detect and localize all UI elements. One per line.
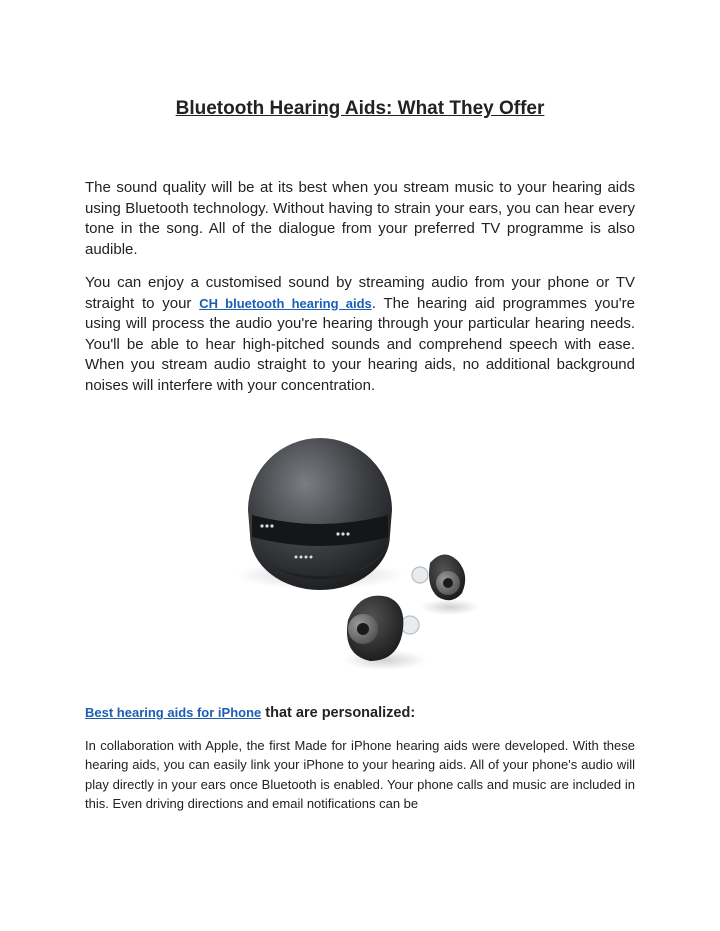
iphone-section-heading xyxy=(85,705,415,721)
iphone-heading-text: that are personalized: xyxy=(261,705,416,721)
iphone-paragraph: In collaboration with Apple, the first Made for iPhone hearing aids were developed. With these hearing aids, you can easily link your iPhone to your hearing aids. All of your phone's audio will play directly in your ears once Bluetooth is enabled. Your phone calls and music are included in this. Even driving directions and email notifications can be xyxy=(85,738,635,811)
intro-paragraph: The sound quality will be at its best when you stream music to your hearing aids using Bluetooth technology. Without having to strain your ears, you can hear every tone in the song. All of the dialogue from your preferred TV programme is also audible. xyxy=(85,179,635,258)
hearing-aids-product-image xyxy=(230,415,495,685)
ch-bluetooth-hearing-aids-link[interactable]: CH bluetooth hearing aids xyxy=(199,295,372,311)
best-hearing-aids-for-iphone-link[interactable]: Best hearing aids for iPhone xyxy=(85,705,262,720)
earbuds-and-case-illustration xyxy=(230,415,495,685)
page-title: Bluetooth Hearing Aids: What They Offer xyxy=(175,98,545,119)
paragraph-text-after-link: . The hearing aid programmes you're using will process the audio you're hearing through your particular hearing needs. You'll be able to hear high-pitched sounds and comprehend speech with ease. When you stream audio straight to your hearing aids, no additional background noises will interfere with your concentration. xyxy=(85,294,635,394)
streaming-paragraph xyxy=(85,273,635,396)
paragraph-text-before-link: You can enjoy a customised sound by streaming audio from your phone or TV straight to your xyxy=(85,274,635,312)
